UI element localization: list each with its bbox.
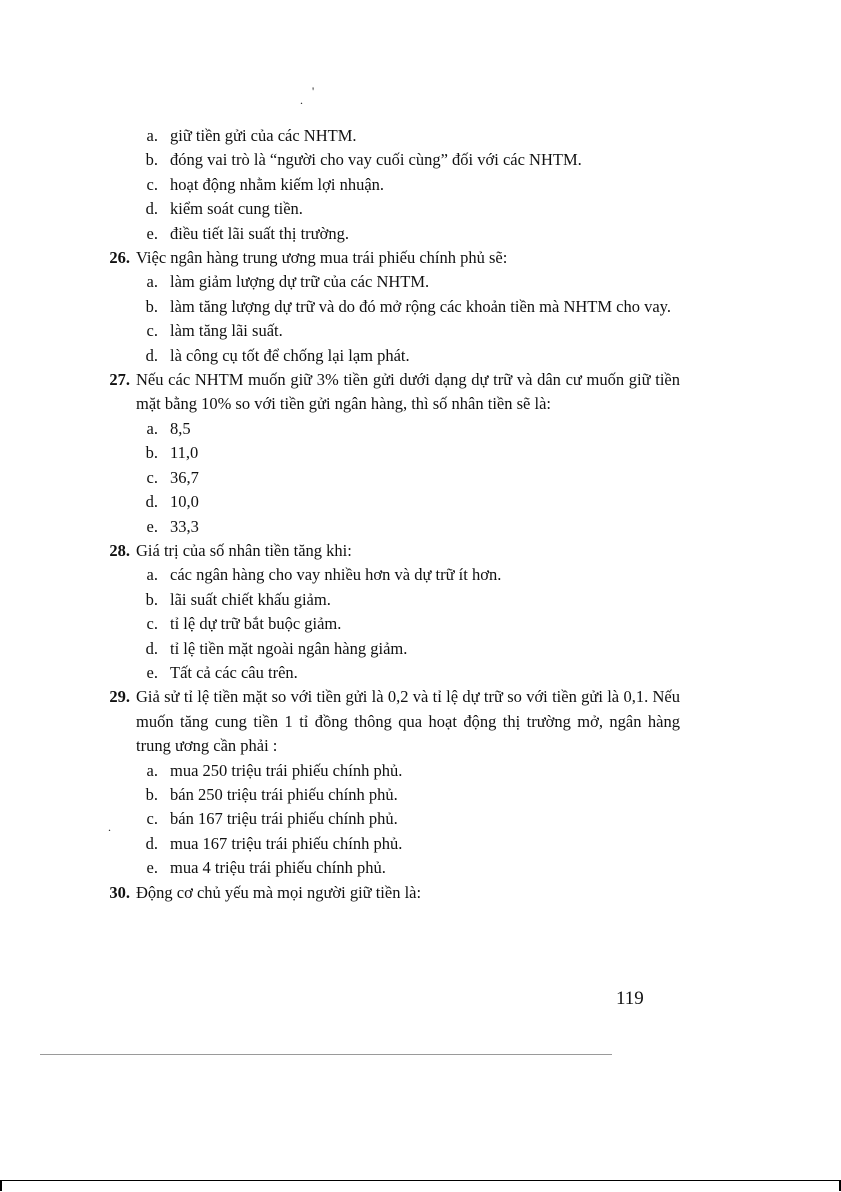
page-number: 119	[616, 988, 644, 1009]
option-item: d. 10,0	[145, 492, 199, 512]
option-item: a. mua 250 triệu trái phiếu chính phủ.	[146, 760, 403, 780]
option-item: d. mua 167 triệu trái phiếu chính phủ.	[145, 833, 403, 853]
question-30: 30. Động cơ chủ yếu mà mọi người giữ tiền là:	[109, 882, 422, 902]
option-item: b. 11,0	[145, 443, 199, 463]
scan-speck: .	[108, 820, 111, 834]
scan-speck: .	[300, 93, 303, 107]
option-item: a. làm giảm lượng dự trữ của các NHTM.	[146, 272, 430, 292]
option-item: b. đóng vai trò là “người cho vay cuối cùng” đối với các NHTM.	[145, 150, 582, 170]
option-item: c. bán 167 triệu trái phiếu chính phủ.	[146, 809, 398, 829]
question-27: 27. Nếu các NHTM muốn giữ 3% tiền gửi dưới dạng dự trữ và dân cư muốn giữ tiền mặt bằng 10% so với tiền gửi ngân hàng, thì số nhân tiền sẽ là:	[109, 370, 680, 414]
option-item: b. bán 250 triệu trái phiếu chính phủ.	[145, 784, 398, 804]
option-item: c. làm tăng lãi suất.	[146, 321, 283, 341]
option-item: c. 36,7	[146, 467, 199, 487]
option-item: a. các ngân hàng cho vay nhiều hơn và dự trữ ít hơn.	[146, 565, 502, 585]
option-item: e. mua 4 triệu trái phiếu chính phủ.	[146, 858, 386, 878]
option-item: a. 8,5	[146, 418, 191, 438]
option-item: c. tỉ lệ dự trữ bắt buộc giảm.	[146, 614, 342, 634]
option-item: e. Tất cả các câu trên.	[146, 662, 298, 682]
question-list	[100, 124, 680, 905]
option-item: b. làm tăng lượng dự trữ và do đó mở rộng các khoản tiền mà NHTM cho vay.	[145, 296, 671, 316]
question-26: 26. Việc ngân hàng trung ương mua trái phiếu chính phủ sẽ:	[109, 248, 508, 268]
option-item: b. lãi suất chiết khấu giảm.	[145, 589, 331, 609]
option-item: d. kiểm soát cung tiền.	[145, 199, 303, 219]
option-item: e. 33,3	[146, 516, 199, 536]
footer-divider	[40, 1054, 612, 1055]
question-29: 29. Giả sử tỉ lệ tiền mặt so với tiền gửi là 0,2 và tỉ lệ dự trữ so với tiền gửi là 0,1. Nếu muốn tăng cung tiền 1 tỉ đồng thông qua hoạt động thị trường mở, ngân hàng trung ương cần phải :	[109, 687, 680, 756]
scan-speck: '	[312, 84, 315, 98]
option-item: c. hoạt động nhằm kiếm lợi nhuận.	[146, 174, 385, 194]
question-28: 28. Giá trị của số nhân tiền tăng khi:	[109, 540, 352, 560]
option-item: a. giữ tiền gửi của các NHTM.	[146, 126, 357, 145]
scan-border-left	[0, 1180, 2, 1191]
option-item: d. là công cụ tốt để chống lại lạm phát.	[145, 345, 410, 365]
option-item: e. điều tiết lãi suất thị trường.	[146, 223, 349, 243]
option-item: d. tỉ lệ tiền mặt ngoài ngân hàng giảm.	[145, 638, 408, 658]
scan-border	[0, 1180, 841, 1192]
